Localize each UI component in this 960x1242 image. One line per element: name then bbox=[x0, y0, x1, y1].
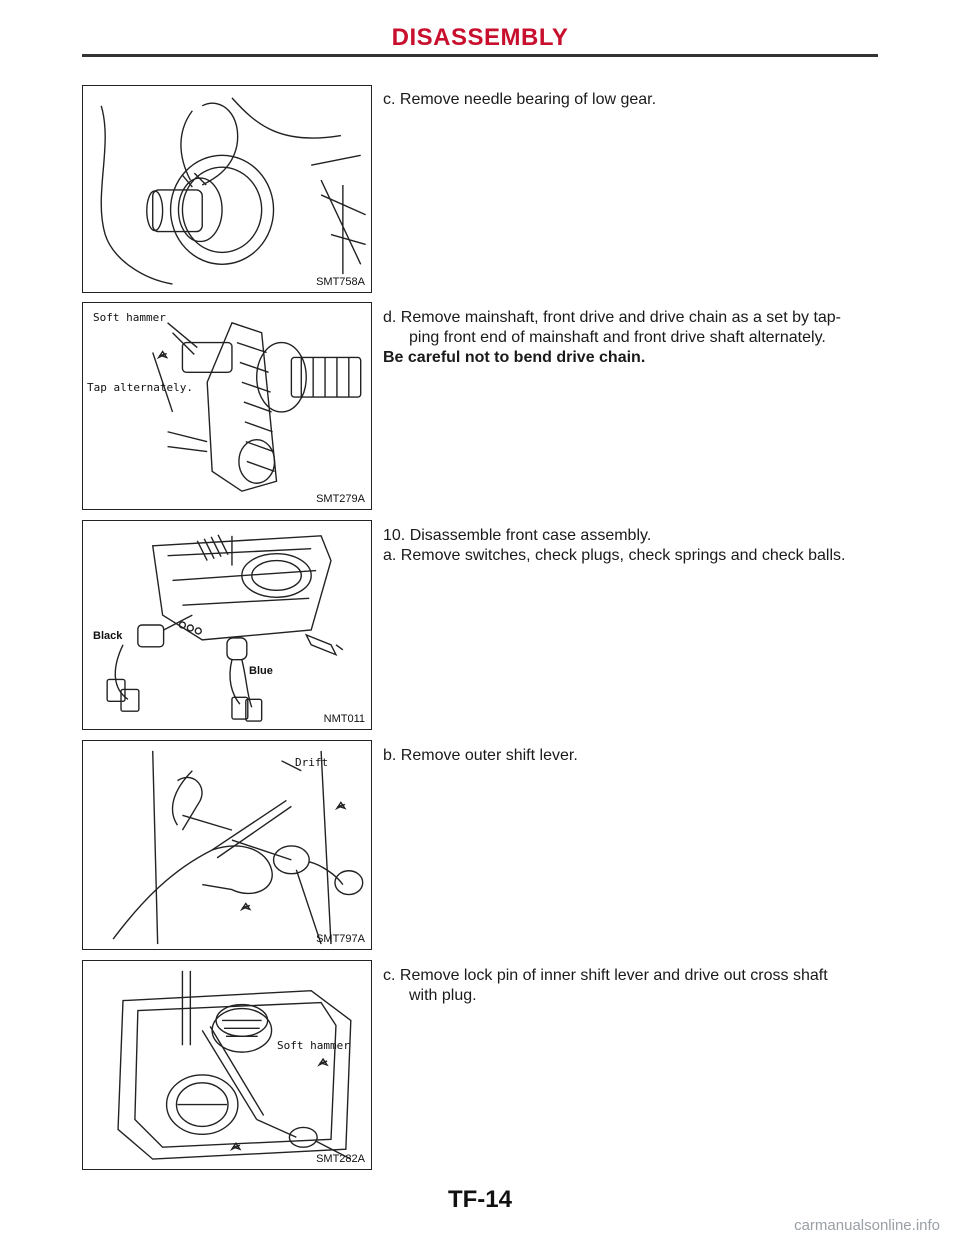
figure-1 bbox=[82, 85, 372, 293]
step-d-remove-mainshaft bbox=[383, 308, 883, 368]
figure-code: SMT758A bbox=[316, 276, 365, 288]
figure-code: SMT282A bbox=[316, 1153, 365, 1165]
page-header-title: DISASSEMBLY bbox=[391, 24, 569, 51]
step-continuation: ping front end of mainshaft and front drive shaft alternately. bbox=[409, 329, 826, 346]
figure-1-illustration bbox=[83, 86, 371, 292]
callout-soft-hammer: Soft hammer bbox=[93, 311, 166, 324]
step-continuation: with plug. bbox=[409, 987, 477, 1004]
figure-4 bbox=[82, 740, 372, 950]
figure-5-illustration bbox=[83, 961, 371, 1169]
step-line: a. Remove switches, check plugs, check springs and check balls. bbox=[383, 547, 846, 564]
figure-2 bbox=[82, 302, 372, 510]
callout-soft-hammer: Soft hammer bbox=[277, 1039, 350, 1052]
step-line: c. Remove lock pin of inner shift lever and drive out cross shaft bbox=[383, 967, 828, 984]
step-line: d. Remove mainshaft, front drive and drive chain as a set by tap- bbox=[383, 309, 842, 326]
callout-black: Black bbox=[93, 630, 123, 642]
figure-5 bbox=[82, 960, 372, 1170]
step-b-remove-outer-shift-lever bbox=[383, 746, 883, 766]
figure-code: SMT279A bbox=[316, 493, 365, 505]
header-divider bbox=[82, 54, 878, 57]
figure-code: NMT011 bbox=[323, 713, 365, 725]
step-line: b. Remove outer shift lever. bbox=[383, 747, 578, 764]
callout-drift: Drift bbox=[295, 756, 329, 769]
step-line: 10. Disassemble front case assembly. bbox=[383, 527, 652, 544]
step-line: c. Remove needle bearing of low gear. bbox=[383, 91, 657, 108]
figure-code: SMT797A bbox=[316, 933, 365, 945]
step-c-remove-needle-bearing bbox=[383, 90, 883, 110]
callout-tap-alternately: Tap alternately. bbox=[87, 381, 193, 394]
figure-3-illustration bbox=[83, 521, 371, 729]
step-c-remove-lock-pin bbox=[383, 966, 883, 1006]
figure-4-illustration bbox=[83, 741, 371, 949]
figure-3 bbox=[82, 520, 372, 730]
callout-blue: Blue bbox=[249, 665, 273, 677]
figure-2-illustration bbox=[83, 303, 371, 509]
page-number: TF-14 bbox=[447, 1186, 512, 1213]
caution-text: Be careful not to bend drive chain. bbox=[383, 349, 646, 366]
step-10-disassemble-front-case bbox=[383, 526, 883, 566]
watermark-link[interactable]: carmanualsonline.info bbox=[794, 1217, 940, 1234]
